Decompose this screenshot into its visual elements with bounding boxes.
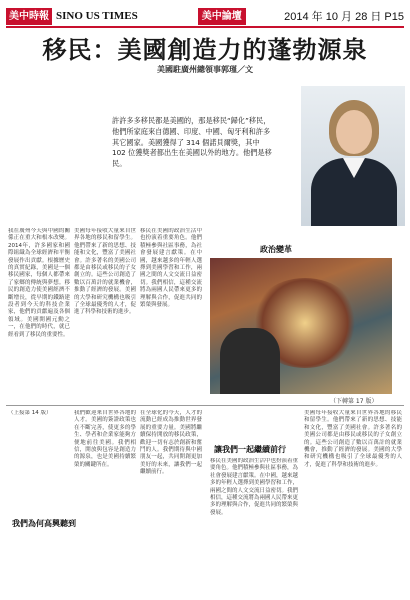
photo-caption: （下轉第 17 版）: [330, 398, 378, 405]
body-column-1: 我在廣州今天與中國的關係正在重大和根本改變。2014年，許多國家和國際組織為全球經濟和平衡發展作出貢獻。根據歷史的真實紀錄，美國是一個移民國家，每個人都帶來了家鄉的傳統與夢想。移民的創造力使美國經濟不斷增長，從早期的鐵路建設者到今天的科技企業家，他們的貢獻遍及各個領域。美國開國元勳之一，在他們的時代，就已經看到了移民的重要性。: [8, 228, 70, 338]
publication-name: SINO US TIMES: [56, 10, 138, 22]
masthead: [6, 6, 404, 26]
author-portrait: [301, 86, 405, 226]
lower-column-4: 移民在美國的政治生活中也扮演着重要角色。他們積極參與社區事務，為社會發展建言獻策。在中國，越來越多的年輕人選擇到美國學習和工作，兩國之間的人文交流日益密切。我們相信，這種交流將為兩國人民帶來更多的理解與合作，促進共同的繁榮與發展。: [210, 458, 298, 516]
portrait-face: [336, 110, 372, 154]
lower-column-2: 我們歡迎來自世界各地的人才。美國的簽證政策也在不斷完善，使更多的學生、學者和企業家能夠方便地前往美國。我們相信，開放與包容是創造力的源泉，也是美國持續繁榮的關鍵所在。: [74, 410, 136, 468]
continued-note: （上接第 14 版）: [8, 410, 52, 416]
masthead-tag: 美中時報: [6, 8, 52, 25]
article-title: 移民：美國創造力的蓬勃源泉: [42, 36, 368, 64]
subhead-keep-moving: 讓我們一起繼續前行: [214, 445, 286, 454]
body-column-2: 美國每年接收大量來自世界各地的移民和留學生。他們帶來了新的思想、技能和文化，豐富了美國社會。許多著名的美國公司都是由移民或移民的子女創立的。這些公司創造了數以百萬計的就業機會，推動了經濟的發展。美國的大學和研究機構也吸引了全球最優秀的人才，促進了科學和技術的進步。: [74, 228, 136, 316]
article-byline: 美國駐廣州總領事郭瑾／文: [157, 65, 253, 74]
article-lead: 許許多多移民都是美國的，那是移民“歸化”移民，他們所家庭來自德國、印度、中國、匈牙利和許多其它國家。美國獲得了 314 個諾貝爾獎，其中 102 位獲獎者都出生在美國以外的地方。他們是移民。: [112, 116, 272, 169]
subhead-political-change: 政治變革: [260, 245, 292, 254]
painting-photo: [210, 258, 392, 394]
subhead-why-glad: 我們為何高興聽到: [12, 519, 76, 528]
lower-column-3: 在全球化的今天，人才的流動已經成為推動世界發展的重要力量。美國將繼續保持開放的移民政策，歡迎一切有志於創新和奮鬥的人。我們期待與中國朋友一起，共同開創更加美好的未來，讓我們一起繼續前行。: [140, 410, 202, 476]
section-label: 美中論壇: [198, 8, 246, 25]
lower-column-1: [8, 410, 70, 594]
body-column-3: 移民在美國的政治生活中也扮演着重要角色。他們積極參與社區事務，為社會發展建言獻策。在中國，越來越多的年輕人選擇到美國學習和工作，兩國之間的人文交流日益密切。我們相信，這種交流將為兩國人民帶來更多的理解與合作，促進共同的繁榮與發展。: [140, 228, 202, 309]
lower-column-5: 美國每年接收大量來自世界各地的移民和留學生。他們帶來了新的思想、技能和文化，豐富了美國社會。許多著名的美國公司都是由移民或移民的子女創立的。這些公司創造了數以百萬計的就業機會，推動了經濟的發展。美國的大學和研究機構也吸引了全球最優秀的人才，促進了科學和技術的進步。: [304, 410, 402, 468]
issue-date: 2014 年 10 月 28 日 P15: [284, 11, 404, 23]
photo-figure: [220, 328, 280, 394]
mid-rule: [6, 405, 404, 406]
header-rule: [6, 26, 404, 28]
